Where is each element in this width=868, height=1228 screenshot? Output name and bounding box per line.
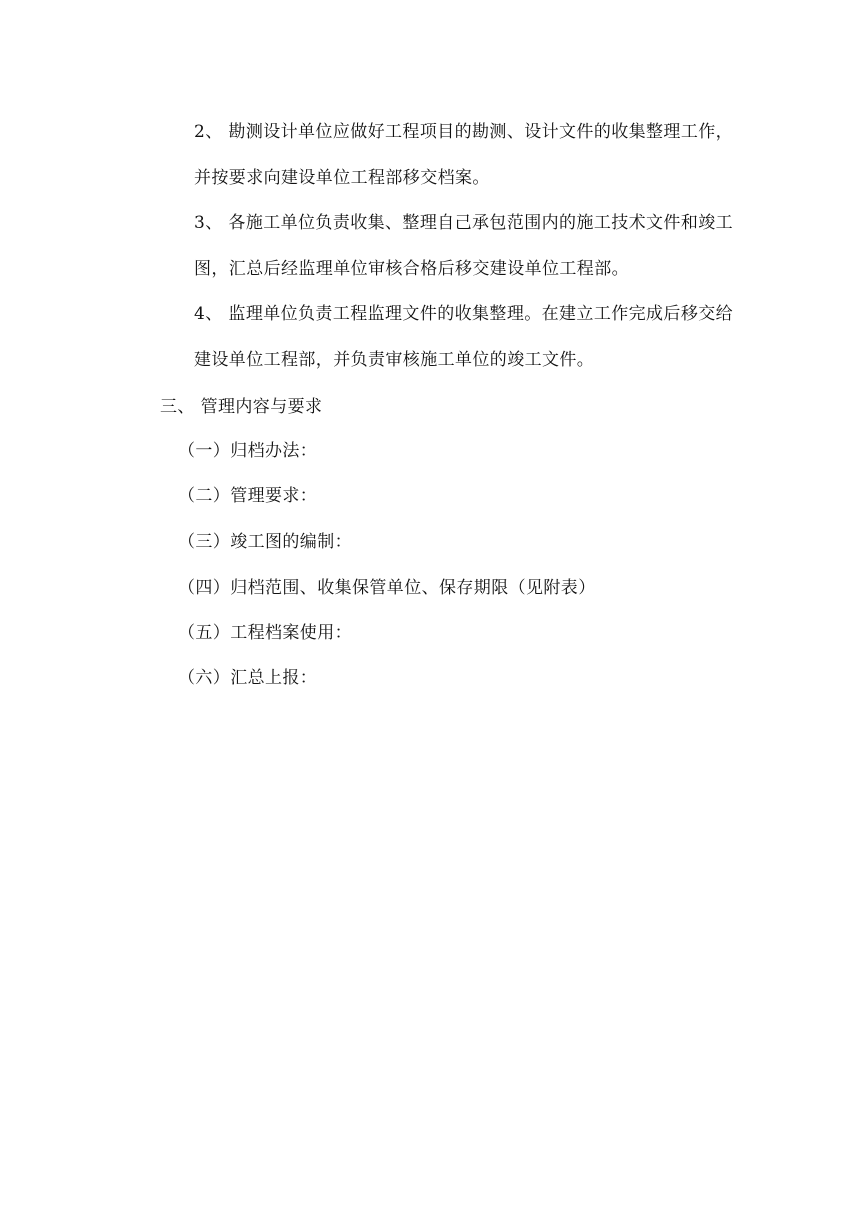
subsection-5: （五）工程档案使用： bbox=[178, 623, 352, 643]
paragraph-2-line-1: 2、 勘测设计单位应做好工程项目的勘测、设计文件的收集整理工作， bbox=[194, 122, 734, 142]
paragraph-4-line-1: 4、 监理单位负责工程监理文件的收集整理。在建立工作完成后移交给 bbox=[194, 304, 734, 324]
paragraph-3-line-2: 图，汇总后经监理单位审核合格后移交建设单位工程部。 bbox=[194, 259, 629, 279]
paragraph-2-line-2: 并按要求向建设单位工程部移交档案。 bbox=[194, 168, 490, 188]
section-heading: 三、 管理内容与要求 bbox=[160, 397, 323, 417]
subsection-2: （二）管理要求： bbox=[178, 486, 318, 506]
subsection-6: （六）汇总上报： bbox=[178, 668, 318, 688]
subsection-3: （三）竣工图的编制： bbox=[178, 532, 352, 552]
subsection-1: （一）归档办法： bbox=[178, 441, 318, 461]
paragraph-4-line-2: 建设单位工程部，并负责审核施工单位的竣工文件。 bbox=[194, 350, 595, 370]
paragraph-3-line-1: 3、 各施工单位负责收集、整理自己承包范围内的施工技术文件和竣工 bbox=[194, 213, 734, 233]
subsection-4: （四）归档范围、收集保管单位、保存期限（见附表） bbox=[178, 578, 596, 598]
